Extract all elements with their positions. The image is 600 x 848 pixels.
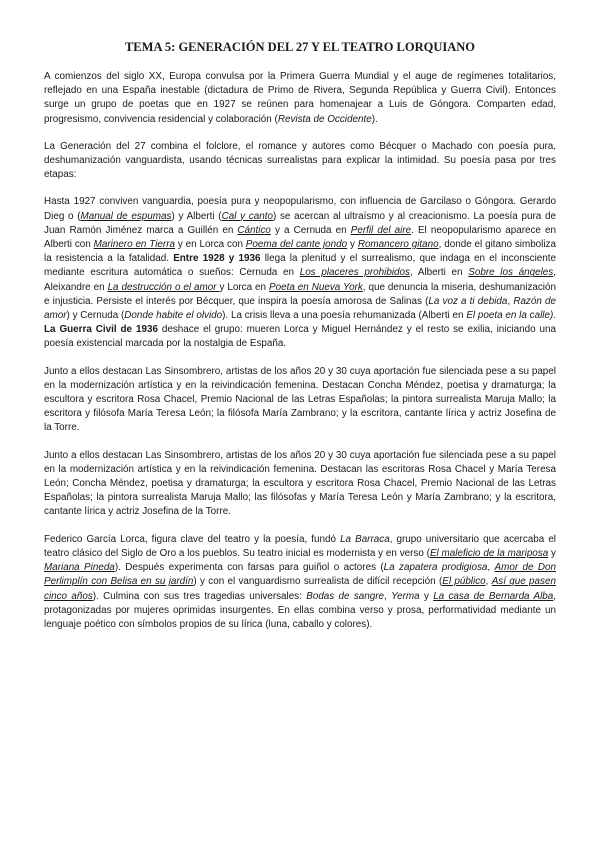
text-run: ) y con el vanguardismo surrealista de difícil recepción ( [193, 576, 443, 588]
work-title: El maleficio de la mariposa [429, 547, 549, 559]
paragraph-sinsombrero-1: Junto a ellos destacan Las Sinsombrero, artistas de los años 20 y 30 cuya aportación fue silenciada pese a su papel en la modernización artística y en la reivindicación femenina. Destacan Concha Méndez, poetisa y dramaturga; la escultora y escritora Rosa Chacel, Premio Nacional de las Letras Españolas; la pintora surrealista Maruja Mallo; la escritora y filósofa María Teresa León; la filósofa María Zambrano; y la escritora, cantante lírica y actriz Josefina de la Torre. [44, 365, 556, 434]
text-run: , donde el gitano simboliza la resistencia a la fatalidad. [44, 239, 556, 265]
text-run: , grupo universitario que acercaba el teatro clásico del Siglo de Oro a los pueblos. Su teatro inicial es modernista y en verso ( [44, 533, 556, 559]
text-run: y Lorca en [219, 281, 269, 293]
text-run: , [487, 562, 495, 574]
text-run: . [553, 310, 556, 322]
emphasis-date: Entre 1928 y 1936 [173, 253, 261, 265]
text-run: y a Cernuda en [270, 224, 351, 236]
text-run: A comienzos del siglo XX, Europa convulsa por la Primera Guerra Mundial y el auge de regímenes totalitarios, reflejado en una España inestable (dictadura de Primo de Rivera, Segunda República y Guerra Civil). Entonces surge un grupo de poetas que en 1927 se reúnen para homenajear a Luis de Góngora. Comparten edad, progresismo, convivencia residencial y colaboración ( [44, 71, 556, 125]
text-run: Federico García Lorca, figura clave del teatro y la poesía, fundó [44, 533, 341, 545]
work-title: Sobre los ángeles [468, 267, 554, 279]
work-title: Poema del cante jondo [245, 239, 348, 251]
text-run: ). La crisis lleva a una poesía rehumanizada (Alberti en [222, 310, 467, 322]
document-title: TEMA 5: GENERACIÓN DEL 27 Y EL TEATRO LORQUIANO [124, 40, 476, 54]
text-run: llega la plenitud y el surrealismo, que indaga en el inconsciente mediante escritura automática o sueños: Cernuda en [44, 253, 556, 279]
work-title: Razón de amor [44, 295, 556, 322]
work-title: Cal y canto [221, 210, 273, 222]
work-title: La casa de Bernarda Alba [433, 590, 554, 602]
text-run: ) y Alberti ( [171, 210, 222, 222]
work-title: La destrucción o el amor [107, 281, 220, 293]
paragraph-lorca-theatre [44, 533, 556, 632]
work-title: Así que pasen cinco años [44, 576, 556, 602]
text-run: . El neopopularismo aparece en Alberti con [44, 224, 557, 251]
text-run: ) y Cernuda ( [66, 310, 125, 322]
work-title: El público [442, 576, 486, 588]
work-title: El poeta en la calle) [466, 310, 554, 322]
work-title: Perfil del aire [350, 224, 412, 236]
work-title: Amor de Don Perlimplín con Belisa en su jardín [44, 562, 556, 588]
text-run: y [548, 547, 556, 559]
text-run: Hasta 1927 conviven vanguardia, poesía pura y neopopularismo, con influencia de Garcilaso o Góngora. Gerardo Dieg o ( [44, 196, 556, 222]
text-run: y en Lorca con [174, 239, 246, 251]
paragraph-sinsombrero-2: Junto a ellos destacan Las Sinsombrero, artistas de los años 20 y 30 cuya aportación fue silenciada pese a su papel en la modernización artística y en la reivindicación femenina. Destacan las escritoras Rosa Chacel y María Teresa León; Concha Méndez, poetisa y dramaturga; la escultora y escritora Rosa Chacel, Premio Nacional de las Letras Españolas; la pintora surrealista Maruja Mallo; las filósofas y María Teresa León y María Zambrano; y la escritora, cantante lírica y actriz Josefina de la Torre. [44, 449, 556, 518]
text-run: , protagonizadas por mujeres oprimidas insurgentes. En ellas combina verso y prosa, performatividad mediante un lenguaje poético con símbolos propios de su lírica (luna, caballo y colores). [44, 590, 556, 630]
work-title: Manual de espumas [80, 210, 172, 222]
emphasis-date: La Guerra Civil de 1936 [44, 324, 158, 336]
work-title: Revista de Occidente [277, 113, 372, 125]
text-run: , Alberti en [409, 267, 469, 279]
text-run: deshace el grupo: mueren Lorca y Miguel Hernández y el resto se exilia, iniciando una poesía existencial marcada por la nostalgia de España. [44, 324, 556, 350]
text-run: ). Después experimenta con farsas para guiñol o actores ( [114, 562, 384, 574]
text-run: , [384, 590, 392, 602]
text-run: ). [371, 113, 378, 125]
work-title: Yerma [391, 590, 420, 602]
work-title: Poeta en Nueva York [269, 281, 363, 293]
paragraph-stages [44, 195, 556, 351]
work-title: Marinero en Tierra [93, 239, 175, 251]
work-title: La voz a ti debida [428, 295, 508, 307]
text-run: ) se acercan al ultraísmo y al creacionismo. La poesía pura de Juan Ramón Jiménez marca a Guillén en [44, 210, 556, 236]
work-title: Donde habite el olvido [124, 310, 223, 322]
paragraph-intro [44, 70, 556, 127]
text-run: y [347, 239, 358, 251]
work-title: Bodas de sangre [306, 590, 385, 602]
work-title: Romancero gitano [357, 239, 439, 251]
text-run: , [507, 295, 514, 307]
work-title: Los placeres prohibidos [299, 267, 410, 279]
paragraph-generation: La Generación del 27 combina el folclore, el romance y autores como Bécquer o Machado con poesía pura, deshumanización vanguardista, usando técnicas surrealistas para explicar la intimidad. Su poesía pasa por tres etapas: [44, 140, 556, 181]
text-run: ). Culmina con sus tres tragedias universales: [92, 590, 307, 602]
work-title: La Barraca [340, 533, 390, 545]
text-run: , que denuncia la miseria, deshumanización e injusticia. Persiste el interés por Bécquer, que inspira la poesía amorosa de Salinas ( [44, 281, 556, 307]
work-title: Mariana Pineda [44, 562, 115, 574]
text-run: y [419, 590, 434, 602]
text-run: , Aleixandre en [44, 267, 556, 293]
text-run: , [485, 576, 492, 588]
work-title: Cántico [237, 224, 271, 236]
work-title: La zapatera prodigiosa [383, 562, 488, 574]
